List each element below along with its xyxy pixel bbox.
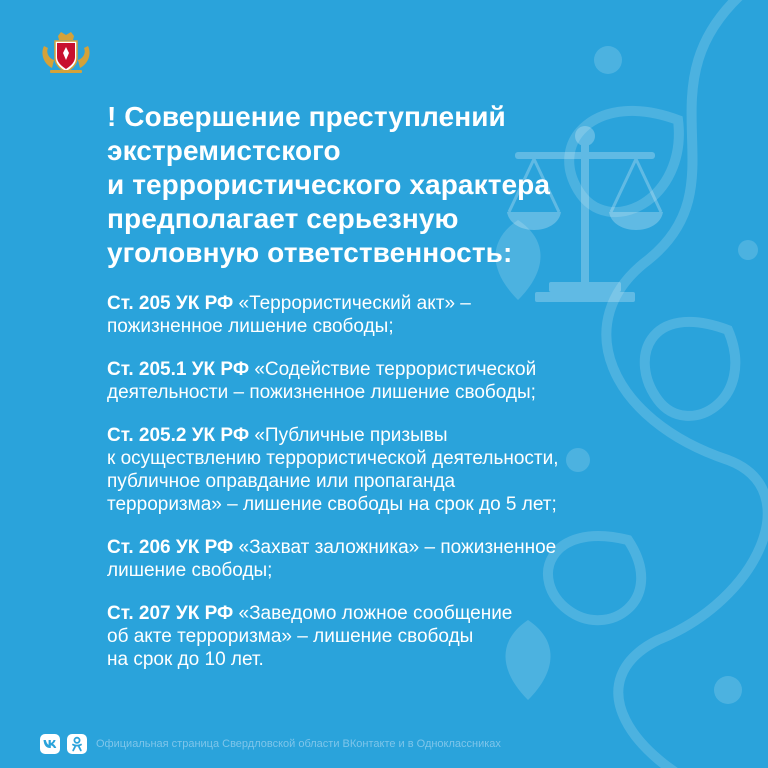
article-text: публичное оправдание или пропаганда <box>107 471 456 492</box>
article-code: Ст. 206 УК РФ <box>107 537 234 558</box>
article-item-206 <box>107 536 727 582</box>
article-code: Ст. 205.2 УК РФ <box>107 425 250 446</box>
article-text: «Публичные призывы <box>249 425 448 446</box>
article-code: Ст. 205.1 УК РФ <box>107 359 250 380</box>
headline <box>107 100 667 270</box>
footer-text: Официальная страница Свердловской области ВКонтакте и в Одноклассниках <box>96 738 501 750</box>
article-item-207 <box>107 602 727 671</box>
article-text: терроризма» – лишение свободы на срок до 5 лет; <box>107 494 557 515</box>
article-list <box>107 292 727 691</box>
article-code: Ст. 205 УК РФ <box>107 293 234 314</box>
article-text: «Террористический акт» – <box>233 293 471 314</box>
headline-line: уголовную ответственность: <box>107 237 513 268</box>
vk-icon[interactable] <box>40 734 60 754</box>
coat-of-arms-icon <box>40 30 92 74</box>
headline-line: предполагает серьезную <box>107 203 459 234</box>
headline-line: экстремистского <box>107 135 341 166</box>
article-text: об акте терроризма» – лишение свободы <box>107 626 474 647</box>
article-code: Ст. 207 УК РФ <box>107 603 234 624</box>
article-text: «Содействие террористической <box>249 359 537 380</box>
odnoklassniki-icon[interactable] <box>67 734 87 754</box>
article-text: деятельности – пожизненное лишение свободы; <box>107 382 536 403</box>
article-item-205-1 <box>107 358 727 404</box>
article-text: «Захват заложника» – пожизненное <box>233 537 557 558</box>
headline-line: ! Совершение преступлений <box>107 101 506 132</box>
article-item-205-2 <box>107 424 727 516</box>
article-text: на срок до 10 лет. <box>107 649 264 670</box>
article-text: пожизненное лишение свободы; <box>107 316 394 337</box>
article-text: лишение свободы; <box>107 560 273 581</box>
article-item-205 <box>107 292 727 338</box>
article-text: к осуществлению террористической деятельности, <box>107 448 559 469</box>
footer <box>40 733 501 755</box>
headline-line: и террористического характера <box>107 169 551 200</box>
article-text: «Заведомо ложное сообщение <box>233 603 513 624</box>
